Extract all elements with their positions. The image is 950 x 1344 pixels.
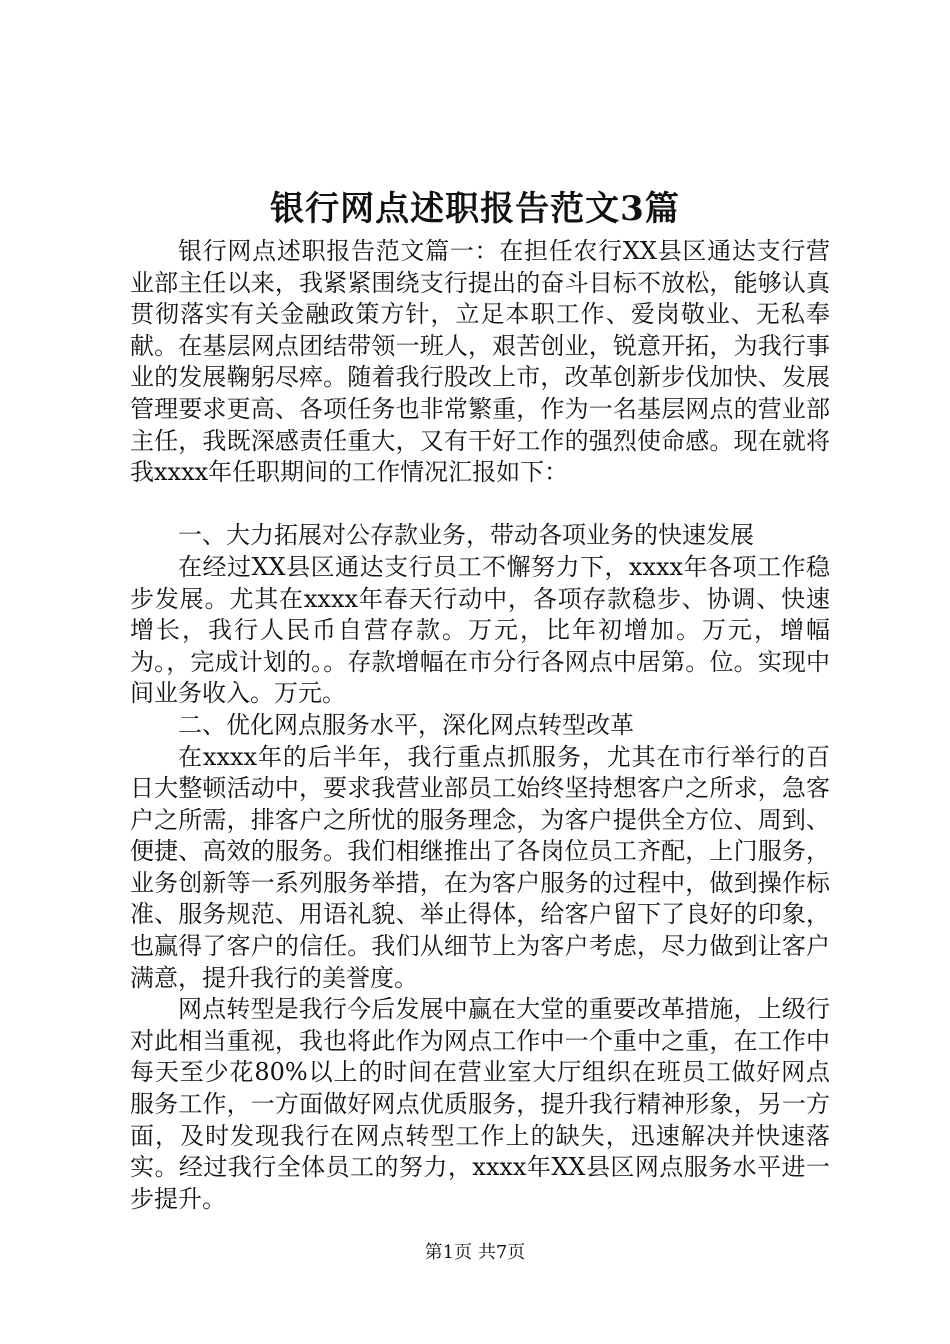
paragraph-intro: 银行网点述职报告范文篇一：在担任农行XX县区通达支行营业部主任以来，我紧紧围绕支行提出的奋斗目标不放松，能够认真贯彻落实有关金融政策方针，立足本职工作、爱岗敬业、无私奉献。在基层网点团结带领一班人，艰苦创业，锐意开拓，为我行事业的发展鞠躬尽瘁。随着我行股改上市，改革创新步伐加快、发展管理要求更高、各项任务也非常繁重，作为一名基层网点的营业部主任，我既深感责任重大，又有干好工作的强烈使命感。现在就将我xxxx年任职期间的工作情况汇报如下： (130, 237, 830, 487)
paragraph-section-1: 在经过XX县区通达支行员工不懈努力下，xxxx年各项工作稳步发展。尤其在xxxx年春天行动中，各项存款稳步、协调、快速增长，我行人民币自营存款。万元，比年初增加。万元，增幅为。，完成计划的。。存款增幅在市分行各网点中居第。位。实现中间业务收入。万元。 (130, 552, 830, 708)
document-body (130, 236, 830, 1215)
section-heading-1: 一、大力拓展对公存款业务，带动各项业务的快速发展 (178, 521, 754, 550)
paragraph-transformation: 网点转型是我行今后发展中赢在大堂的重要改革措施，上级行对此相当重视，我也将此作为网点工作中一个重中之重，在工作中每天至少花80%以上的时间在营业室大厅组织在班员工做好网点服务工作，一方面做好网点优质服务，提升我行精神形象，另一方面，及时发现我行在网点转型工作上的缺失，迅速解决并快速落实。经过我行全体员工的努力，xxxx年XX县区网点服务水平进一步提升。 (130, 995, 830, 1213)
page-footer: 第1页 共7页 (424, 1242, 526, 1263)
paragraph-section-2: 在xxxx年的后半年，我行重点抓服务，尤其在市行举行的百日大整顿活动中，要求我营业部员工始终坚持想客户之所求，急客户之所需，排客户之所忧的服务理念，为客户提供全方位、周到、便捷、高效的服务。我们相继推出了各岗位员工齐配，上门服务，业务创新等一系列服务举措，在为客户服务的过程中，做到操作标准、服务规范、用语礼貌、举止得体，给客户留下了良好的印象，也赢得了客户的信任。我们从细节上为客户考虑，尽力做到让客户满意，提升我行的美誉度。 (130, 742, 830, 992)
section-heading-2: 二、优化网点服务水平，深化网点转型改革 (178, 710, 634, 739)
document-title: 银行网点述职报告范文3篇 (270, 189, 680, 229)
